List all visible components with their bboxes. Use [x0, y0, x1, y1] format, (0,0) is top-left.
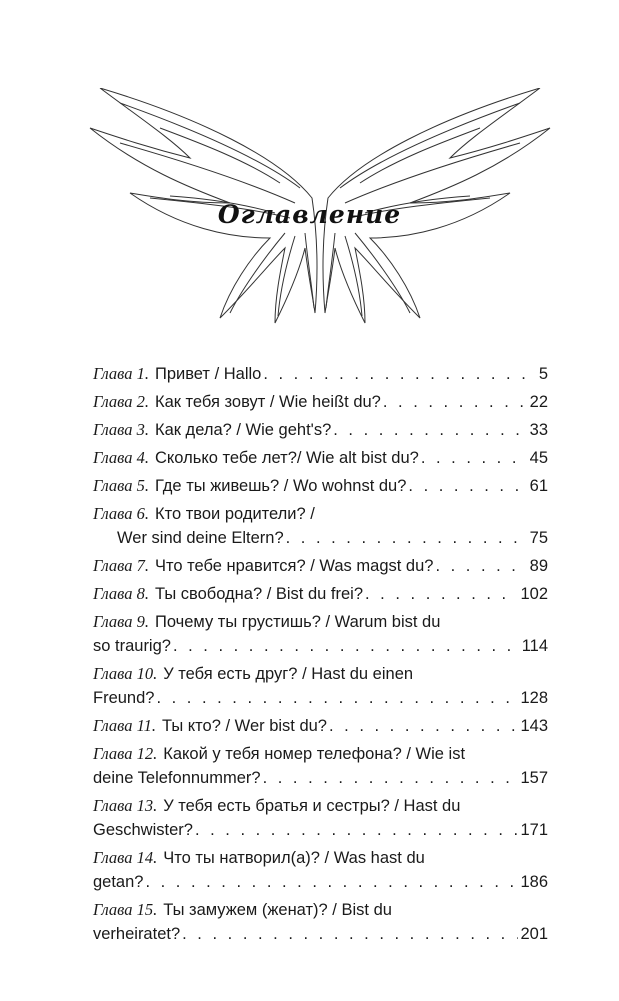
chapter-title: У тебя есть друг? / Hast du einen	[163, 665, 414, 683]
page-number: 45	[529, 449, 548, 467]
toc-entry[interactable]	[93, 610, 548, 658]
page-number: 143	[520, 717, 548, 735]
toc-entry[interactable]	[93, 554, 548, 578]
chapter-label: Глава 3.	[93, 420, 149, 439]
chapter-title: Привет / Hallo	[154, 365, 262, 383]
chapter-title-cont: so traurig?	[93, 637, 171, 655]
chapter-title: Какой у тебя номер телефона? / Wie ist	[163, 745, 466, 763]
chapter-title: Кто твои родители? /	[154, 505, 315, 523]
toc-entry[interactable]	[93, 794, 548, 842]
chapter-title: Ты свободна? / Bist du frei?	[154, 585, 364, 603]
chapter-title: Почему ты грустишь? / Warum bist du	[154, 613, 441, 631]
dot-leader	[421, 446, 528, 470]
page-number: 114	[521, 637, 548, 655]
toc-entry[interactable]	[93, 362, 548, 386]
toc-entry[interactable]	[93, 502, 548, 550]
chapter-label: Глава 13.	[93, 796, 158, 815]
toc-entry[interactable]	[93, 390, 548, 414]
chapter-title: Что тебе нравится? / Was magst du?	[154, 557, 434, 575]
page-number: 128	[520, 689, 548, 707]
chapter-label: Глава 6.	[93, 504, 149, 523]
dot-leader	[329, 714, 518, 738]
dot-leader	[383, 390, 528, 414]
page-title: Оглавление	[217, 200, 402, 229]
dot-leader	[365, 582, 518, 606]
page-number: 75	[529, 529, 548, 547]
dot-leader	[145, 870, 518, 894]
chapter-title: Где ты живешь? / Wo wohnst du?	[154, 477, 407, 495]
dot-leader	[195, 818, 519, 842]
page-number: 102	[520, 585, 548, 603]
toc-entry[interactable]	[93, 446, 548, 470]
dot-leader	[182, 922, 518, 946]
toc-entry[interactable]	[93, 418, 548, 442]
table-of-contents	[93, 362, 548, 950]
toc-entry[interactable]	[93, 714, 548, 738]
dot-leader	[263, 766, 519, 790]
page-number: 171	[520, 821, 548, 839]
chapter-title: Ты кто? / Wer bist du?	[161, 717, 327, 735]
chapter-label: Глава 12.	[93, 744, 158, 763]
dot-leader	[286, 526, 528, 550]
chapter-title: Сколько тебе лет?/ Wie alt bist du?	[154, 449, 419, 467]
chapter-title-cont: deine Telefonnummer?	[93, 769, 261, 787]
dot-leader	[173, 634, 520, 658]
chapter-label: Глава 7.	[93, 556, 149, 575]
chapter-title: Ты замужем (женат)? / Bist du	[163, 901, 392, 919]
chapter-title-cont: getan?	[93, 873, 144, 891]
chapter-title-cont: Geschwister?	[93, 821, 193, 839]
chapter-label: Глава 8.	[93, 584, 149, 603]
toc-entry[interactable]	[93, 742, 548, 790]
page-number: 157	[520, 769, 548, 787]
page-number: 186	[520, 873, 548, 891]
page-number: 5	[538, 365, 548, 383]
chapter-title: Как тебя зовут / Wie heißt du?	[154, 393, 381, 411]
chapter-title-cont: Wer sind deine Eltern?	[117, 529, 284, 547]
toc-entry[interactable]	[93, 898, 548, 946]
chapter-label: Глава 9.	[93, 612, 149, 631]
chapter-label: Глава 11.	[93, 716, 156, 735]
chapter-label: Глава 5.	[93, 476, 149, 495]
chapter-label: Глава 14.	[93, 848, 158, 867]
page-number: 33	[529, 421, 548, 439]
toc-entry[interactable]	[93, 474, 548, 498]
chapter-title-cont: Freund?	[93, 689, 155, 707]
chapter-label: Глава 2.	[93, 392, 149, 411]
dot-leader	[408, 474, 527, 498]
chapter-label: Глава 15.	[93, 900, 158, 919]
chapter-title-cont: verheiratet?	[93, 925, 181, 943]
toc-entry[interactable]	[93, 846, 548, 894]
chapter-label: Глава 10.	[93, 664, 158, 683]
page-number: 61	[529, 477, 548, 495]
chapter-title: Что ты натворил(а)? / Was hast du	[163, 849, 425, 867]
toc-entry[interactable]	[93, 582, 548, 606]
dot-leader	[435, 554, 527, 578]
dot-leader	[333, 418, 527, 442]
page-number: 22	[529, 393, 548, 411]
page-number: 201	[520, 925, 548, 943]
chapter-label: Глава 1.	[93, 364, 149, 383]
dot-leader	[263, 362, 536, 386]
toc-entry[interactable]	[93, 662, 548, 710]
chapter-title: Как дела? / Wie geht's?	[154, 421, 332, 439]
page-number: 89	[529, 557, 548, 575]
dot-leader	[156, 686, 518, 710]
chapter-label: Глава 4.	[93, 448, 149, 467]
chapter-title: У тебя есть братья и сестры? / Hast du	[163, 797, 461, 815]
